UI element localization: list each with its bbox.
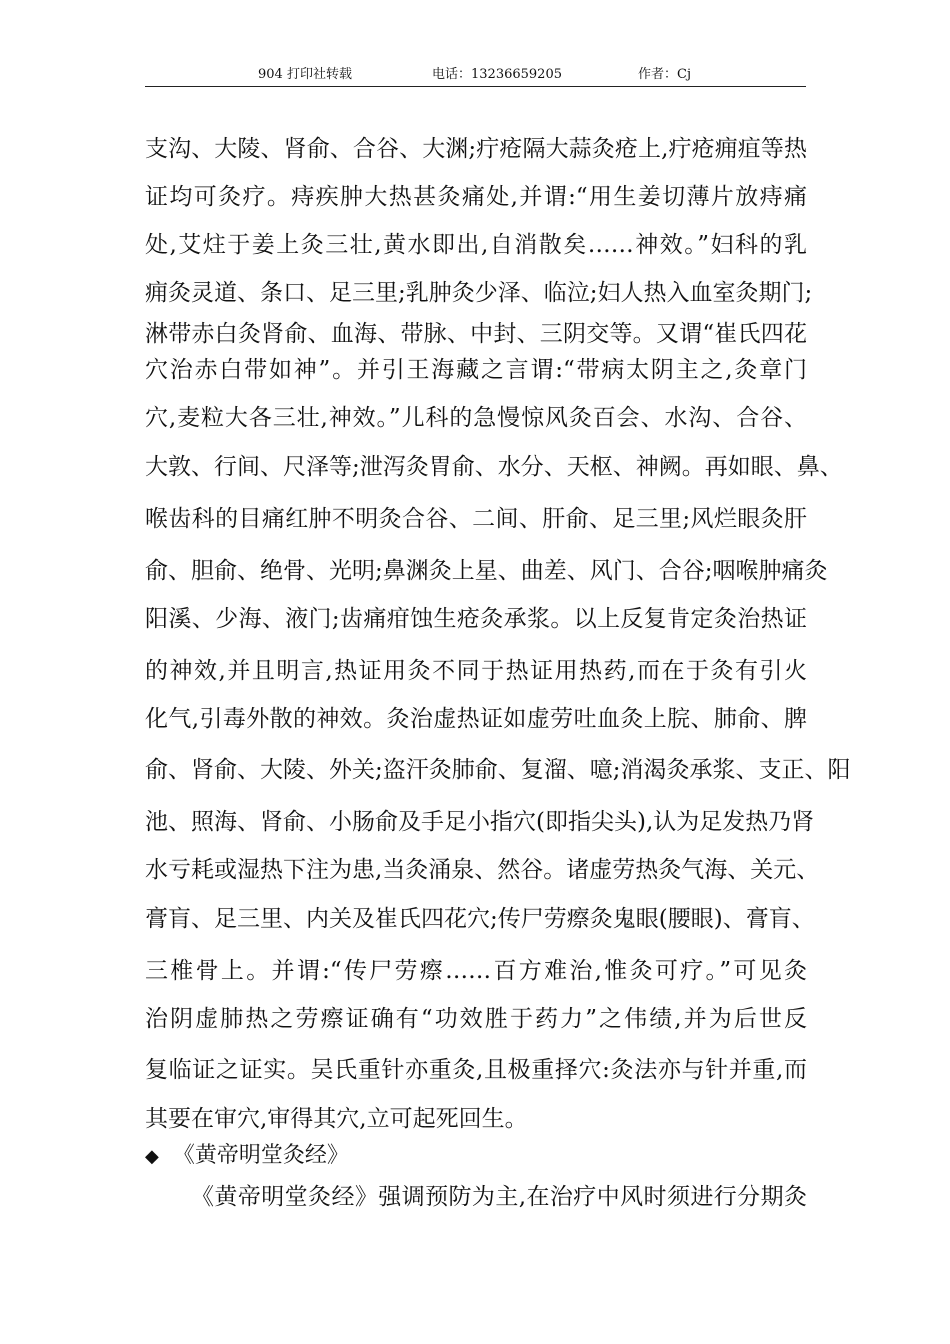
text-line: 穴治赤白带如神”。并引王海藏之言谓:“带病太阴主之,灸章门 bbox=[145, 357, 807, 383]
text-line: 阳溪、少海、液门;齿痛疳蚀生疮灸承浆。以上反复肯定灸治热证 bbox=[145, 606, 807, 632]
text-line: 复临证之证实。吴氏重针亦重灸,且极重择穴:灸法亦与针并重,而 bbox=[145, 1057, 807, 1083]
text-line: 处,艾炷于姜上灸三壮,黄水即出,自消散矣……神效。”妇科的乳 bbox=[145, 232, 807, 258]
text-line: 痈灸灵道、条口、足三里;乳肿灸少泽、临泣;妇人热入血室灸期门; bbox=[145, 280, 813, 306]
text-line: 大敦、行间、尺泽等;泄泻灸胃俞、水分、天枢、神阙。再如眼、鼻、 bbox=[145, 454, 843, 480]
text-line: 其要在审穴,审得其穴,立可起死回生。 bbox=[145, 1106, 528, 1132]
diamond-bullet-icon: ◆ bbox=[145, 1146, 159, 1167]
text-line: 证均可灸疗。痔疾肿大热甚灸痛处,并谓:“用生姜切薄片放痔痛 bbox=[145, 184, 807, 210]
text-line: 俞、胆俞、绝骨、光明;鼻渊灸上星、曲差、风门、合谷;咽喉肿痛灸 bbox=[145, 558, 828, 584]
section-heading-title: 《黄帝明堂灸经》 bbox=[172, 1143, 349, 1168]
header-shop-name: 904 打印社转载 bbox=[258, 67, 352, 82]
text-line: 俞、肾俞、大陵、外关;盗汗灸肺俞、复溜、噫;消渴灸承浆、支正、阳 bbox=[145, 757, 851, 783]
text-line: 淋带赤白灸肾俞、血海、带脉、中封、三阴交等。又谓“崔氏四花 bbox=[145, 321, 807, 347]
text-line: 治阴虚肺热之劳瘵证确有“功效胜于药力”之伟绩,并为后世反 bbox=[145, 1006, 807, 1032]
text-line: 喉齿科的目痛红肿不明灸合谷、二间、肝俞、足三里;风烂眼灸肝 bbox=[145, 506, 807, 532]
section-heading bbox=[145, 1141, 349, 1172]
text-line: 池、照海、肾俞、小肠俞及手足小指穴(即指尖头),认为足发热乃肾 bbox=[145, 809, 815, 835]
text-line: 的神效,并且明言,热证用灸不同于热证用热药,而在于灸有引火 bbox=[145, 658, 807, 684]
text-line: 穴,麦粒大各三壮,神效。”儿科的急慢惊风灸百会、水沟、合谷、 bbox=[145, 405, 807, 431]
section-paragraph-first-line: 《黄帝明堂灸经》强调预防为主,在治疗中风时须进行分期灸 bbox=[191, 1184, 807, 1210]
text-line: 膏肓、足三里、内关及崔氏四花穴;传尸劳瘵灸鬼眼(腰眼)、膏肓、 bbox=[145, 906, 815, 932]
text-line: 三椎骨上。并谓:“传尸劳瘵……百方难治,惟灸可疗。”可见灸 bbox=[145, 958, 807, 984]
header-phone: 电话：13236659205 bbox=[432, 67, 562, 82]
text-line: 支沟、大陵、肾俞、合谷、大渊;疔疮隔大蒜灸疮上,疔疮痈疽等热 bbox=[145, 136, 807, 162]
header-author: 作者：Cj bbox=[638, 67, 691, 82]
text-line: 化气,引毒外散的神效。灸治虚热证如虚劳吐血灸上脘、肺俞、脾 bbox=[145, 706, 807, 732]
page-header bbox=[145, 64, 806, 87]
text-line: 水亏耗或湿热下注为患,当灸涌泉、然谷。诸虚劳热灸气海、关元、 bbox=[145, 857, 820, 883]
